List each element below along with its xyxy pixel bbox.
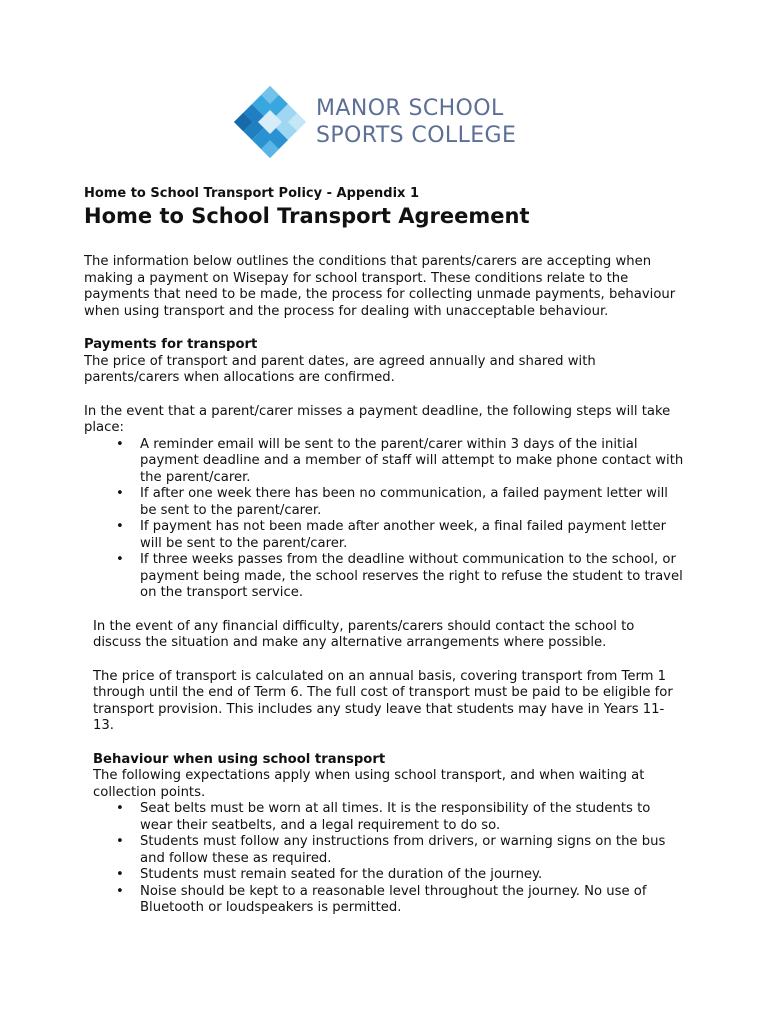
payments-heading: Payments for transport: [84, 337, 258, 352]
list-item: • A reminder email will be sent to the parent/carer within 3 days of the initial payment deadline and a member of staff will attempt to make phone contact with the parent/carer.: [140, 437, 684, 487]
payments-paragraph-2: In the event that a parent/carer misses a payment deadline, the following steps will take place:: [84, 403, 671, 435]
behaviour-section: [84, 752, 684, 917]
list-item: • Seat belts must be worn at all times. It is the responsibility of the students to wear their seatbelts, and a legal requirement to do so.: [140, 801, 684, 834]
document-body: [84, 186, 684, 917]
payment-steps-list: [84, 437, 684, 602]
list-item: • Noise should be kept to a reasonable level throughout the journey. No use of Bluetooth or loudspeakers is permitted.: [140, 884, 684, 917]
page-title: Home to School Transport Agreement: [84, 204, 530, 228]
school-name-line-1: MANOR SCHOOL: [316, 96, 504, 121]
payments-section: [84, 337, 684, 735]
list-item: • If after one week there has been no communication, a failed payment letter will be sent to the parent/carer.: [140, 486, 684, 519]
payments-paragraph-1: The price of transport and parent dates, are agreed annually and shared with parents/carers when allocations are confirmed.: [84, 353, 596, 385]
list-item: • If three weeks passes from the deadline without communication to the school, or payment being made, the school reserves the right to refuse the student to travel on the transport service.: [140, 552, 684, 602]
school-name-line-2: SPORTS COLLEGE: [316, 123, 517, 148]
list-item: • Students must remain seated for the duration of the journey.: [140, 867, 684, 884]
school-name: [316, 95, 516, 149]
behaviour-paragraph-1: The following expectations apply when using school transport, and when waiting at collection points.: [93, 768, 645, 800]
list-item: • Students must follow any instructions from drivers, or warning signs on the bus and follow these as required.: [140, 834, 684, 867]
payments-paragraph-4: The price of transport is calculated on an annual basis, covering transport from Term 1 through until the end of Term 6. The full cost of transport must be paid to be eligible for transport provision. This includes any study leave that students may have in Years 11-13.: [93, 668, 673, 733]
behaviour-heading: Behaviour when using school transport: [93, 751, 386, 767]
payments-paragraph-3: In the event of any financial difficulty, parents/carers should contact the school to discuss the situation and make any alternative arrangements where possible.: [93, 618, 635, 650]
diamond-lattice-icon: [234, 86, 306, 158]
list-item: • If payment has not been made after another week, a final failed payment letter will be sent to the parent/carer.: [140, 519, 684, 552]
school-logo: [234, 86, 554, 158]
behaviour-rules-list: [93, 801, 684, 917]
appendix-label: Home to School Transport Policy - Appendix 1: [84, 186, 420, 201]
intro-paragraph: The information below outlines the conditions that parents/carers are accepting when making a payment on Wisepay for school transport. These conditions relate to the payments that need to be made, the process for collecting unmade payments, behaviour when using transport and the process for dealing with unacceptable behaviour.: [84, 254, 676, 319]
